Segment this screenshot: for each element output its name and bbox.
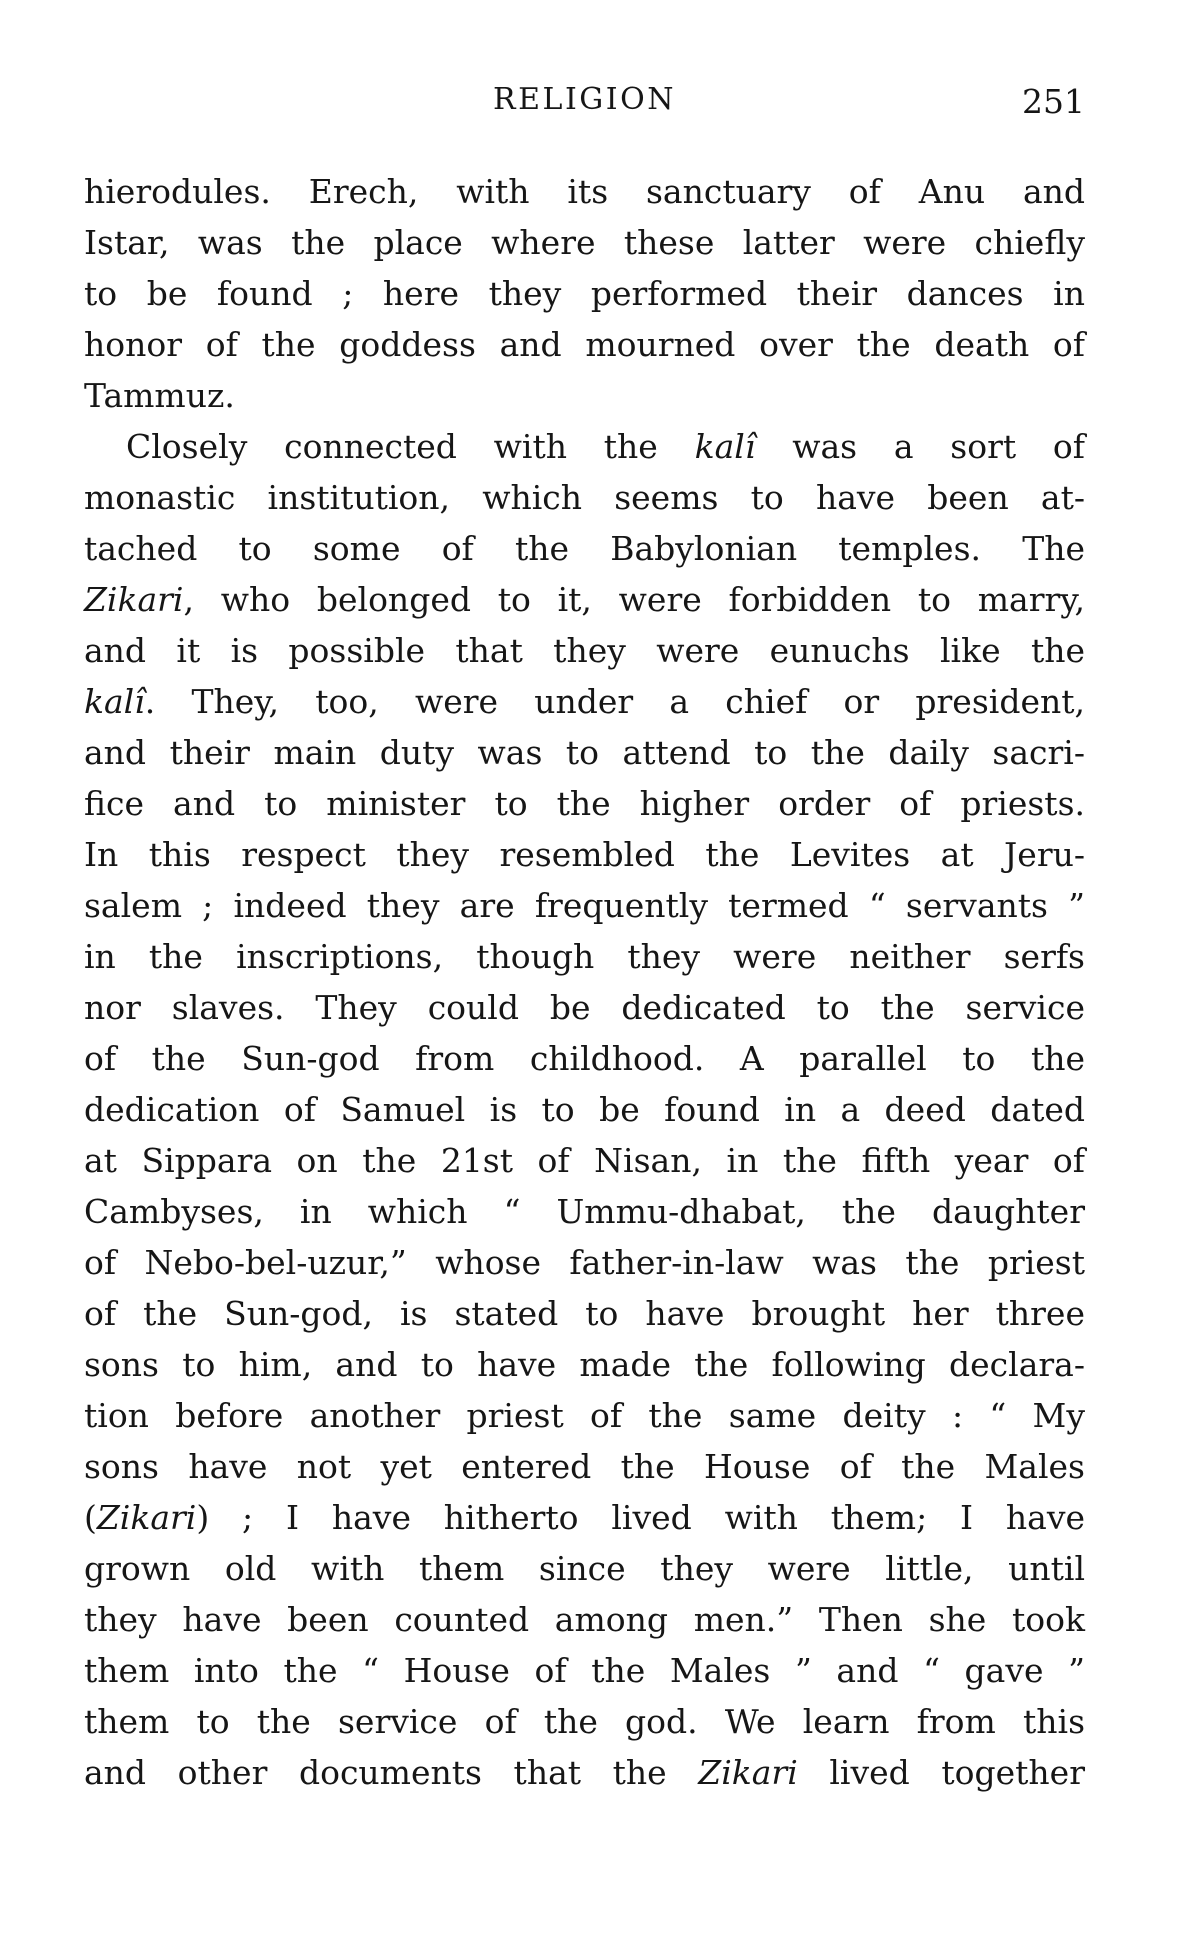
- text-segment: of Nebo-bel-uzur,” whose father-in-law was the priest: [84, 1243, 1085, 1282]
- text-line: [84, 880, 1085, 931]
- text-line: [84, 574, 1085, 625]
- text-line: [84, 1186, 1085, 1237]
- text-line: [84, 1135, 1085, 1186]
- text-segment: to be found ; here they performed their dances in: [84, 274, 1085, 313]
- text-segment: sons have not yet entered the House of the Males: [84, 1447, 1085, 1486]
- text-segment: Closely connected with the: [126, 427, 695, 466]
- text-block: [84, 166, 1085, 1798]
- text-line: [84, 727, 1085, 778]
- text-segment: In this respect they resembled the Levites at Jeru-: [84, 835, 1085, 874]
- text-line: [84, 931, 1085, 982]
- italic-term: Zikari: [96, 1498, 197, 1537]
- text-line: [84, 625, 1085, 676]
- italic-term: kalî: [694, 427, 756, 466]
- text-line: [84, 1033, 1085, 1084]
- text-segment: Istar, was the place where these latter were chiefly: [84, 223, 1085, 262]
- text-segment: Cambyses, in which “ Ummu-dhabat, the daughter: [84, 1192, 1085, 1231]
- text-line: [84, 1747, 1085, 1798]
- text-line: [84, 370, 1085, 421]
- page-title: RELIGION: [493, 82, 676, 117]
- text-line: [84, 166, 1085, 217]
- text-segment: . They, too, were under a chief or president,: [144, 682, 1085, 721]
- text-line: [84, 1594, 1085, 1645]
- text-segment: sons to him, and to have made the following declara-: [84, 1345, 1085, 1384]
- text-segment: , who belonged to it, were forbidden to marry,: [183, 580, 1085, 619]
- text-segment: at Sippara on the 21st of Nisan, in the fifth year of: [84, 1141, 1085, 1180]
- text-line: [84, 1696, 1085, 1747]
- text-line: [84, 421, 1085, 472]
- text-line: [84, 268, 1085, 319]
- text-segment: and their main duty was to attend to the daily sacri-: [84, 733, 1085, 772]
- text-line: [84, 829, 1085, 880]
- text-segment: grown old with them since they were little, until: [84, 1549, 1085, 1588]
- text-segment: of the Sun-god from childhood. A parallel to the: [84, 1039, 1085, 1078]
- text-segment: fice and to minister to the higher order of priests.: [84, 784, 1085, 823]
- text-segment: monastic institution, which seems to have been at-: [84, 478, 1085, 517]
- running-head: [84, 82, 1085, 126]
- text-line: [84, 982, 1085, 1033]
- italic-term: Zikari: [698, 1753, 798, 1792]
- text-segment: ) ; I have hitherto lived with them; I have: [196, 1498, 1085, 1537]
- text-line: [84, 1339, 1085, 1390]
- text-segment: them into the “ House of the Males ” and “ gave ”: [84, 1651, 1085, 1690]
- italic-term: kalî: [84, 682, 145, 721]
- text-segment: tached to some of the Babylonian temples. The: [84, 529, 1085, 568]
- text-line: [84, 1645, 1085, 1696]
- text-segment: nor slaves. They could be dedicated to the service: [84, 988, 1085, 1027]
- text-segment: and it is possible that they were eunuchs like the: [84, 631, 1085, 670]
- text-segment: dedication of Samuel is to be found in a deed dated: [84, 1090, 1085, 1129]
- text-line: [84, 1441, 1085, 1492]
- text-segment: and other documents that the: [84, 1753, 699, 1792]
- text-line: [84, 1390, 1085, 1441]
- text-line: [84, 1492, 1085, 1543]
- text-line: [84, 523, 1085, 574]
- text-segment: honor of the goddess and mourned over the death of: [84, 325, 1085, 364]
- text-segment: them to the service of the god. We learn from this: [84, 1702, 1085, 1741]
- text-line: [84, 1288, 1085, 1339]
- text-line: [84, 778, 1085, 829]
- text-segment: they have been counted among men.” Then she took: [84, 1600, 1085, 1639]
- text-segment: in the inscriptions, though they were neither serfs: [84, 937, 1085, 976]
- text-segment: lived together: [797, 1753, 1085, 1792]
- text-line: [84, 472, 1085, 523]
- text-segment: hierodules. Erech, with its sanctuary of Anu and: [84, 172, 1085, 211]
- text-line: [84, 217, 1085, 268]
- text-segment: salem ; indeed they are frequently termed “ servants ”: [84, 886, 1085, 925]
- text-segment: was a sort of: [755, 427, 1085, 466]
- text-line: [84, 1084, 1085, 1135]
- italic-term: Zikari: [84, 580, 184, 619]
- text-line: [84, 676, 1085, 727]
- page-number: 251: [1022, 82, 1085, 121]
- text-line: [84, 319, 1085, 370]
- text-line: [84, 1543, 1085, 1594]
- text-segment: tion before another priest of the same deity : “ My: [84, 1396, 1085, 1435]
- text-segment: of the Sun-god, is stated to have brought her three: [84, 1294, 1085, 1333]
- text-segment: (: [84, 1498, 97, 1537]
- text-line: [84, 1237, 1085, 1288]
- text-segment: Tammuz.: [84, 376, 235, 415]
